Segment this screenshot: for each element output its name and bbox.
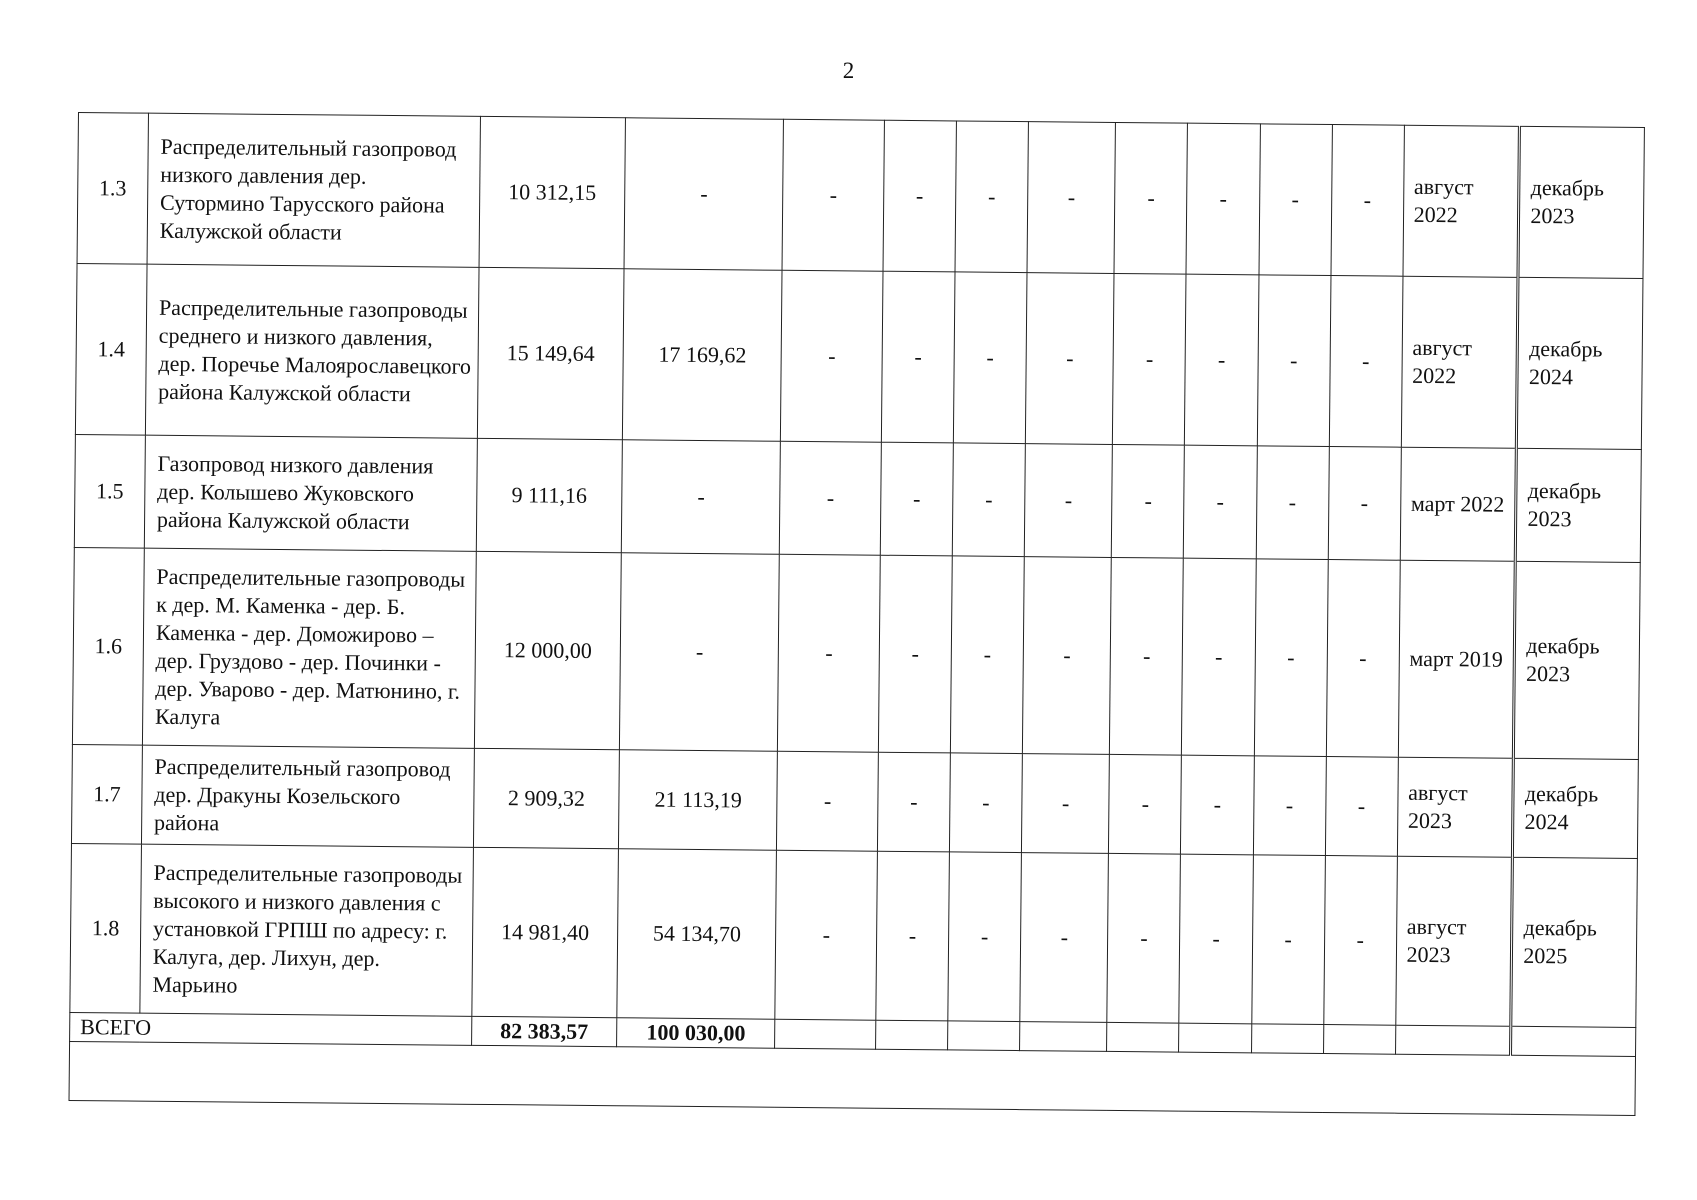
- value-1-cell: 12 000,00: [474, 551, 621, 749]
- total-empty-cell: [947, 1021, 1019, 1051]
- total-empty-cell: [1511, 1026, 1636, 1056]
- total-empty-cell: [1395, 1025, 1511, 1055]
- dash-cell: -: [781, 270, 883, 442]
- dash-cell: -: [1184, 445, 1257, 559]
- dash-cell: -: [1329, 276, 1403, 448]
- dash-cell: -: [1325, 757, 1398, 857]
- table-row: [70, 843, 1638, 1027]
- object-name-cell: Распределительные газопроводы к дер. М. Каменка - дер. Б. Каменка - дер. Доможирово – дер. Груздово - дер. Починки - дер. Уварово - дер. Матюнино, г. Калуга: [142, 548, 476, 748]
- table-row: [75, 263, 1643, 449]
- value-1-cell: 9 111,16: [476, 438, 622, 552]
- dash-cell: -: [950, 556, 1024, 754]
- dash-cell: -: [955, 121, 1029, 273]
- dash-cell: -: [1113, 273, 1187, 445]
- dash-cell: -: [880, 442, 953, 556]
- dash-cell: -: [877, 752, 950, 852]
- dash-cell: -: [1257, 275, 1331, 447]
- end-date-cell: декабрь 2023: [1518, 126, 1644, 278]
- row-index-cell: 1.8: [70, 843, 142, 1013]
- total-label: ВСЕГО: [70, 1012, 472, 1045]
- row-index-cell: 1.3: [77, 113, 148, 265]
- dash-cell: -: [953, 272, 1027, 444]
- dash-cell: -: [1112, 444, 1185, 558]
- dash-cell: -: [1024, 444, 1112, 558]
- page-number: 2: [842, 58, 855, 83]
- row-index-cell: 1.5: [74, 434, 145, 548]
- value-2-cell: 54 134,70: [617, 849, 777, 1020]
- investment-table: [69, 112, 1645, 1116]
- dash-cell: -: [1110, 557, 1184, 755]
- end-date-cell: декабрь 2023: [1516, 448, 1642, 562]
- dash-cell: -: [777, 751, 878, 851]
- end-date-cell: декабрь 2023: [1514, 561, 1641, 759]
- start-date-cell: август 2022: [1401, 276, 1518, 448]
- total-empty-cell: [875, 1020, 947, 1050]
- start-date-cell: март 2019: [1398, 560, 1516, 758]
- dash-cell: -: [782, 119, 884, 271]
- dash-cell: -: [1025, 273, 1114, 445]
- start-date-cell: август 2022: [1403, 125, 1520, 277]
- table-row: [71, 744, 1638, 858]
- total-empty-cell: [1323, 1024, 1395, 1054]
- dash-cell: -: [1179, 854, 1253, 1024]
- value-2-cell: 21 113,19: [619, 750, 778, 851]
- table-row: [74, 434, 1641, 562]
- dash-cell: -: [1256, 446, 1329, 560]
- dash-cell: -: [1254, 559, 1328, 757]
- dash-cell: -: [878, 555, 952, 753]
- dash-cell: -: [1258, 124, 1332, 276]
- total-empty-cell: [1020, 1022, 1108, 1052]
- dash-cell: -: [780, 441, 882, 555]
- total-empty-cell: [1251, 1024, 1323, 1054]
- object-name-cell: Распределительные газопроводы среднего и низкого давления, дер. Поречье Малоярославецкого района Калужской области: [145, 264, 479, 438]
- start-date-cell: август 2023: [1397, 757, 1514, 857]
- value-2-cell: -: [621, 440, 780, 555]
- dash-cell: -: [1107, 853, 1181, 1023]
- dash-cell: -: [1185, 274, 1259, 446]
- row-index-cell: 1.4: [75, 263, 147, 435]
- dash-cell: -: [948, 852, 1022, 1022]
- dash-cell: -: [1109, 754, 1182, 854]
- value-1-cell: 10 312,15: [479, 116, 626, 268]
- dash-cell: -: [952, 443, 1025, 557]
- end-date-cell: декабрь 2025: [1511, 857, 1637, 1027]
- dash-cell: -: [1182, 558, 1256, 756]
- end-date-cell: декабрь 2024: [1517, 277, 1643, 449]
- dash-cell: -: [1331, 125, 1405, 277]
- table-row: [72, 547, 1640, 759]
- dash-cell: -: [883, 120, 957, 272]
- total-empty-cell: [1107, 1022, 1179, 1052]
- row-index-cell: 1.6: [72, 547, 144, 745]
- end-date-cell: декабрь 2024: [1513, 758, 1639, 858]
- dash-cell: -: [1328, 447, 1401, 561]
- value-1-cell: 2 909,32: [473, 748, 619, 848]
- object-name-cell: Распределительный газопровод дер. Дракуны Козельского района: [141, 745, 474, 847]
- object-name-cell: Газопровод низкого давления дер. Колышево Жуковского района Калужской области: [144, 435, 477, 551]
- value-2-cell: -: [624, 118, 784, 271]
- dash-cell: -: [1326, 560, 1400, 758]
- table-row: [77, 113, 1644, 279]
- value-1-cell: 14 981,40: [472, 847, 619, 1017]
- row-index-cell: 1.7: [71, 744, 142, 844]
- total-value-1: 82 383,57: [471, 1016, 617, 1046]
- dash-cell: -: [778, 554, 880, 752]
- dash-cell: -: [1323, 856, 1397, 1026]
- start-date-cell: март 2022: [1400, 447, 1517, 561]
- dash-cell: -: [881, 271, 955, 443]
- value-2-cell: -: [619, 553, 779, 752]
- object-name-cell: Распределительный газопровод низкого давления дер. Сутормино Тарусского района Калужской области: [147, 113, 480, 267]
- dash-cell: -: [1027, 122, 1116, 274]
- total-empty-cell: [1179, 1023, 1251, 1053]
- total-value-2: 100 030,00: [617, 1018, 776, 1049]
- start-date-cell: август 2023: [1395, 856, 1512, 1026]
- dash-cell: -: [1186, 123, 1260, 275]
- value-1-cell: 15 149,64: [477, 267, 624, 439]
- dash-cell: -: [775, 850, 877, 1020]
- dash-cell: -: [1114, 122, 1188, 274]
- value-2-cell: 17 169,62: [622, 269, 782, 442]
- object-name-cell: Распределительные газопроводы высокого и низкого давления с установкой ГРПШ по адресу: г. Калуга, дер. Лихун, дер. Марьино: [140, 844, 474, 1016]
- dash-cell: -: [1021, 754, 1109, 854]
- dash-cell: -: [1181, 755, 1254, 855]
- dash-cell: -: [1022, 557, 1111, 755]
- dash-cell: -: [1020, 853, 1109, 1023]
- dash-cell: -: [1253, 756, 1326, 856]
- total-empty-cell: [775, 1019, 876, 1049]
- dash-cell: -: [1251, 855, 1325, 1025]
- dash-cell: -: [876, 851, 950, 1021]
- dash-cell: -: [949, 753, 1022, 853]
